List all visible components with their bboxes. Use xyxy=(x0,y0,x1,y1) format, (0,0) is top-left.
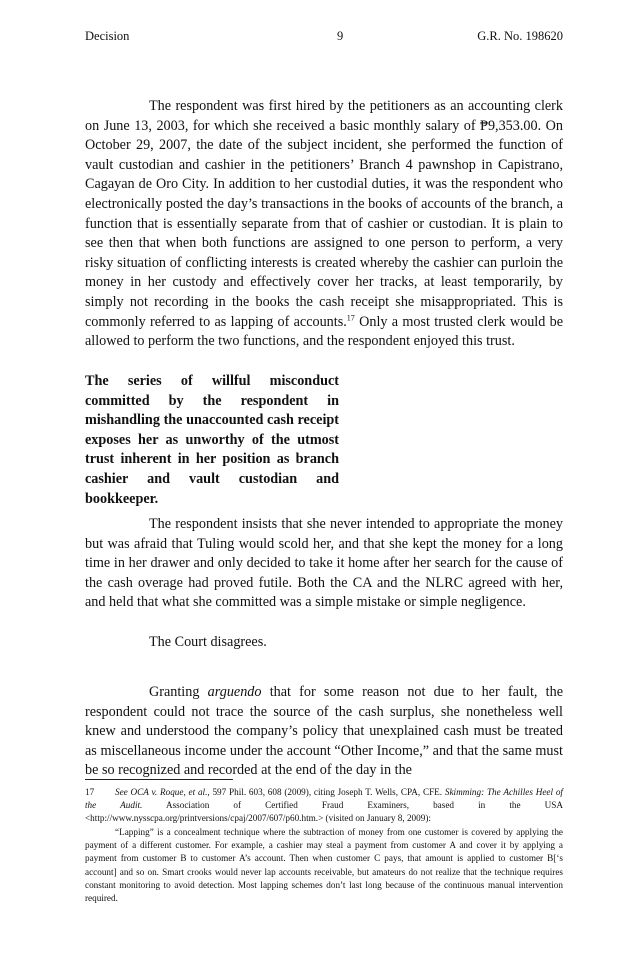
paragraph-employment-facts-continuation: Only a most trusted clerk would be allowed to perform the two functions, and the respondent enjoyed this trust. xyxy=(85,313,564,350)
footnote-case-citation: See OCA v. Roque, et al. xyxy=(115,787,208,797)
paragraph-court-disagrees: The Court disagrees. xyxy=(149,634,267,650)
header-page-number: 9 xyxy=(337,29,344,43)
footnote-number: 17 xyxy=(85,787,95,797)
header-case-number: G.R. No. 198620 xyxy=(477,29,563,43)
paragraph-granting-text-rest: that for some reason not due to her fault, the respondent could not trace the source of the cash surplus, she nonetheless well knew and understood the company’s policy that unexplained cash must be treated as miscellaneous income under the account “Other Income,” and that the same must be so recognized and recorded at the end of the day in the xyxy=(85,684,563,779)
footnote-17-quote: “Lapping” is a concealment technique where the subtraction of money from one customer is covered by applying the payment of a different customer. For example, a cashier may steal a payment from customer A and cover it by applying a payment from customer B to customer A’s account. Then when customer C pays, that amount is applied to customer B[‘s account] and so on. Smart crooks would never lap accounts receivable, but amateurs do not realize that the technique requires constant monitoring to avoid detection. Most lapping schemes don’t last long because of the continuous manual intervention required. xyxy=(85,827,563,904)
section-heading: The series of willful misconduct committed by the respondent in mishandling the unaccounted cash receipt exposes her as unworthy of the utmost trust inherent in her position as branch cashier and vault custodian and bookkeeper. xyxy=(85,373,339,507)
paragraph-employment-facts xyxy=(85,97,563,352)
paragraph-granting-arguendo xyxy=(85,683,563,781)
latin-term-arguendo: arguendo xyxy=(207,684,262,700)
page-header xyxy=(85,29,563,47)
footnote-source: Association of Certified Fraud Examiners, based in the USA <http://www.nysscpa.org/printversions/cpaj/2007/607/p60.htm.> (visited on January 8, 2009): xyxy=(85,800,564,824)
footnote-reference-17[interactable]: 17 xyxy=(346,312,355,322)
footnote-17-citation xyxy=(85,786,563,826)
footnote-article-title: Skimming: The Achilles Heel of the Audit. xyxy=(85,787,563,811)
paragraph-granting-text-start: Granting xyxy=(149,684,208,700)
footnote-citation-details: , 597 Phil. 603, 608 (2009), citing Joseph T. Wells, CPA, CFE. xyxy=(207,787,445,797)
paragraph-respondent-argument: The respondent insists that she never intended to appropriate the money but was afraid that Tuling would scold her, and that she kept the money for a long time in her drawer and only decided to take it home after her search for the cause of the cash overage had proved futile. Both the CA and the NLRC agreed with her, and held that what she committed was a simple mistake or simple negligence. xyxy=(85,516,563,611)
header-document-type: Decision xyxy=(85,29,130,43)
footnote-separator xyxy=(85,779,233,780)
paragraph-employment-facts-text: The respondent was first hired by the petitioners as an accounting clerk on June 13, 2003, for which she received a basic monthly salary of ₱9,353.00. On October 29, 2007, the date of the subject incident, she performed the function of vault custodian and cashier in the petitioners’ Branch 4 pawnshop in Capistrano, Cagayan de Oro City. In addition to her custodial duties, it was the respondent who electronically posted the day’s transactions in the books of accounts of the branch, a function that is essentially separate from that of cashier or custodian. It is plain to see then that when both functions are assigned to one person to perform, a very risky situation of conflicting interests is created whereby the cashier can purloin the money in her custody and effectively cover her tracks, at least temporarily, by simply not recording in the books the cash receipt she misappropriated. This is commonly referred to as lapping of accounts. xyxy=(85,98,563,330)
